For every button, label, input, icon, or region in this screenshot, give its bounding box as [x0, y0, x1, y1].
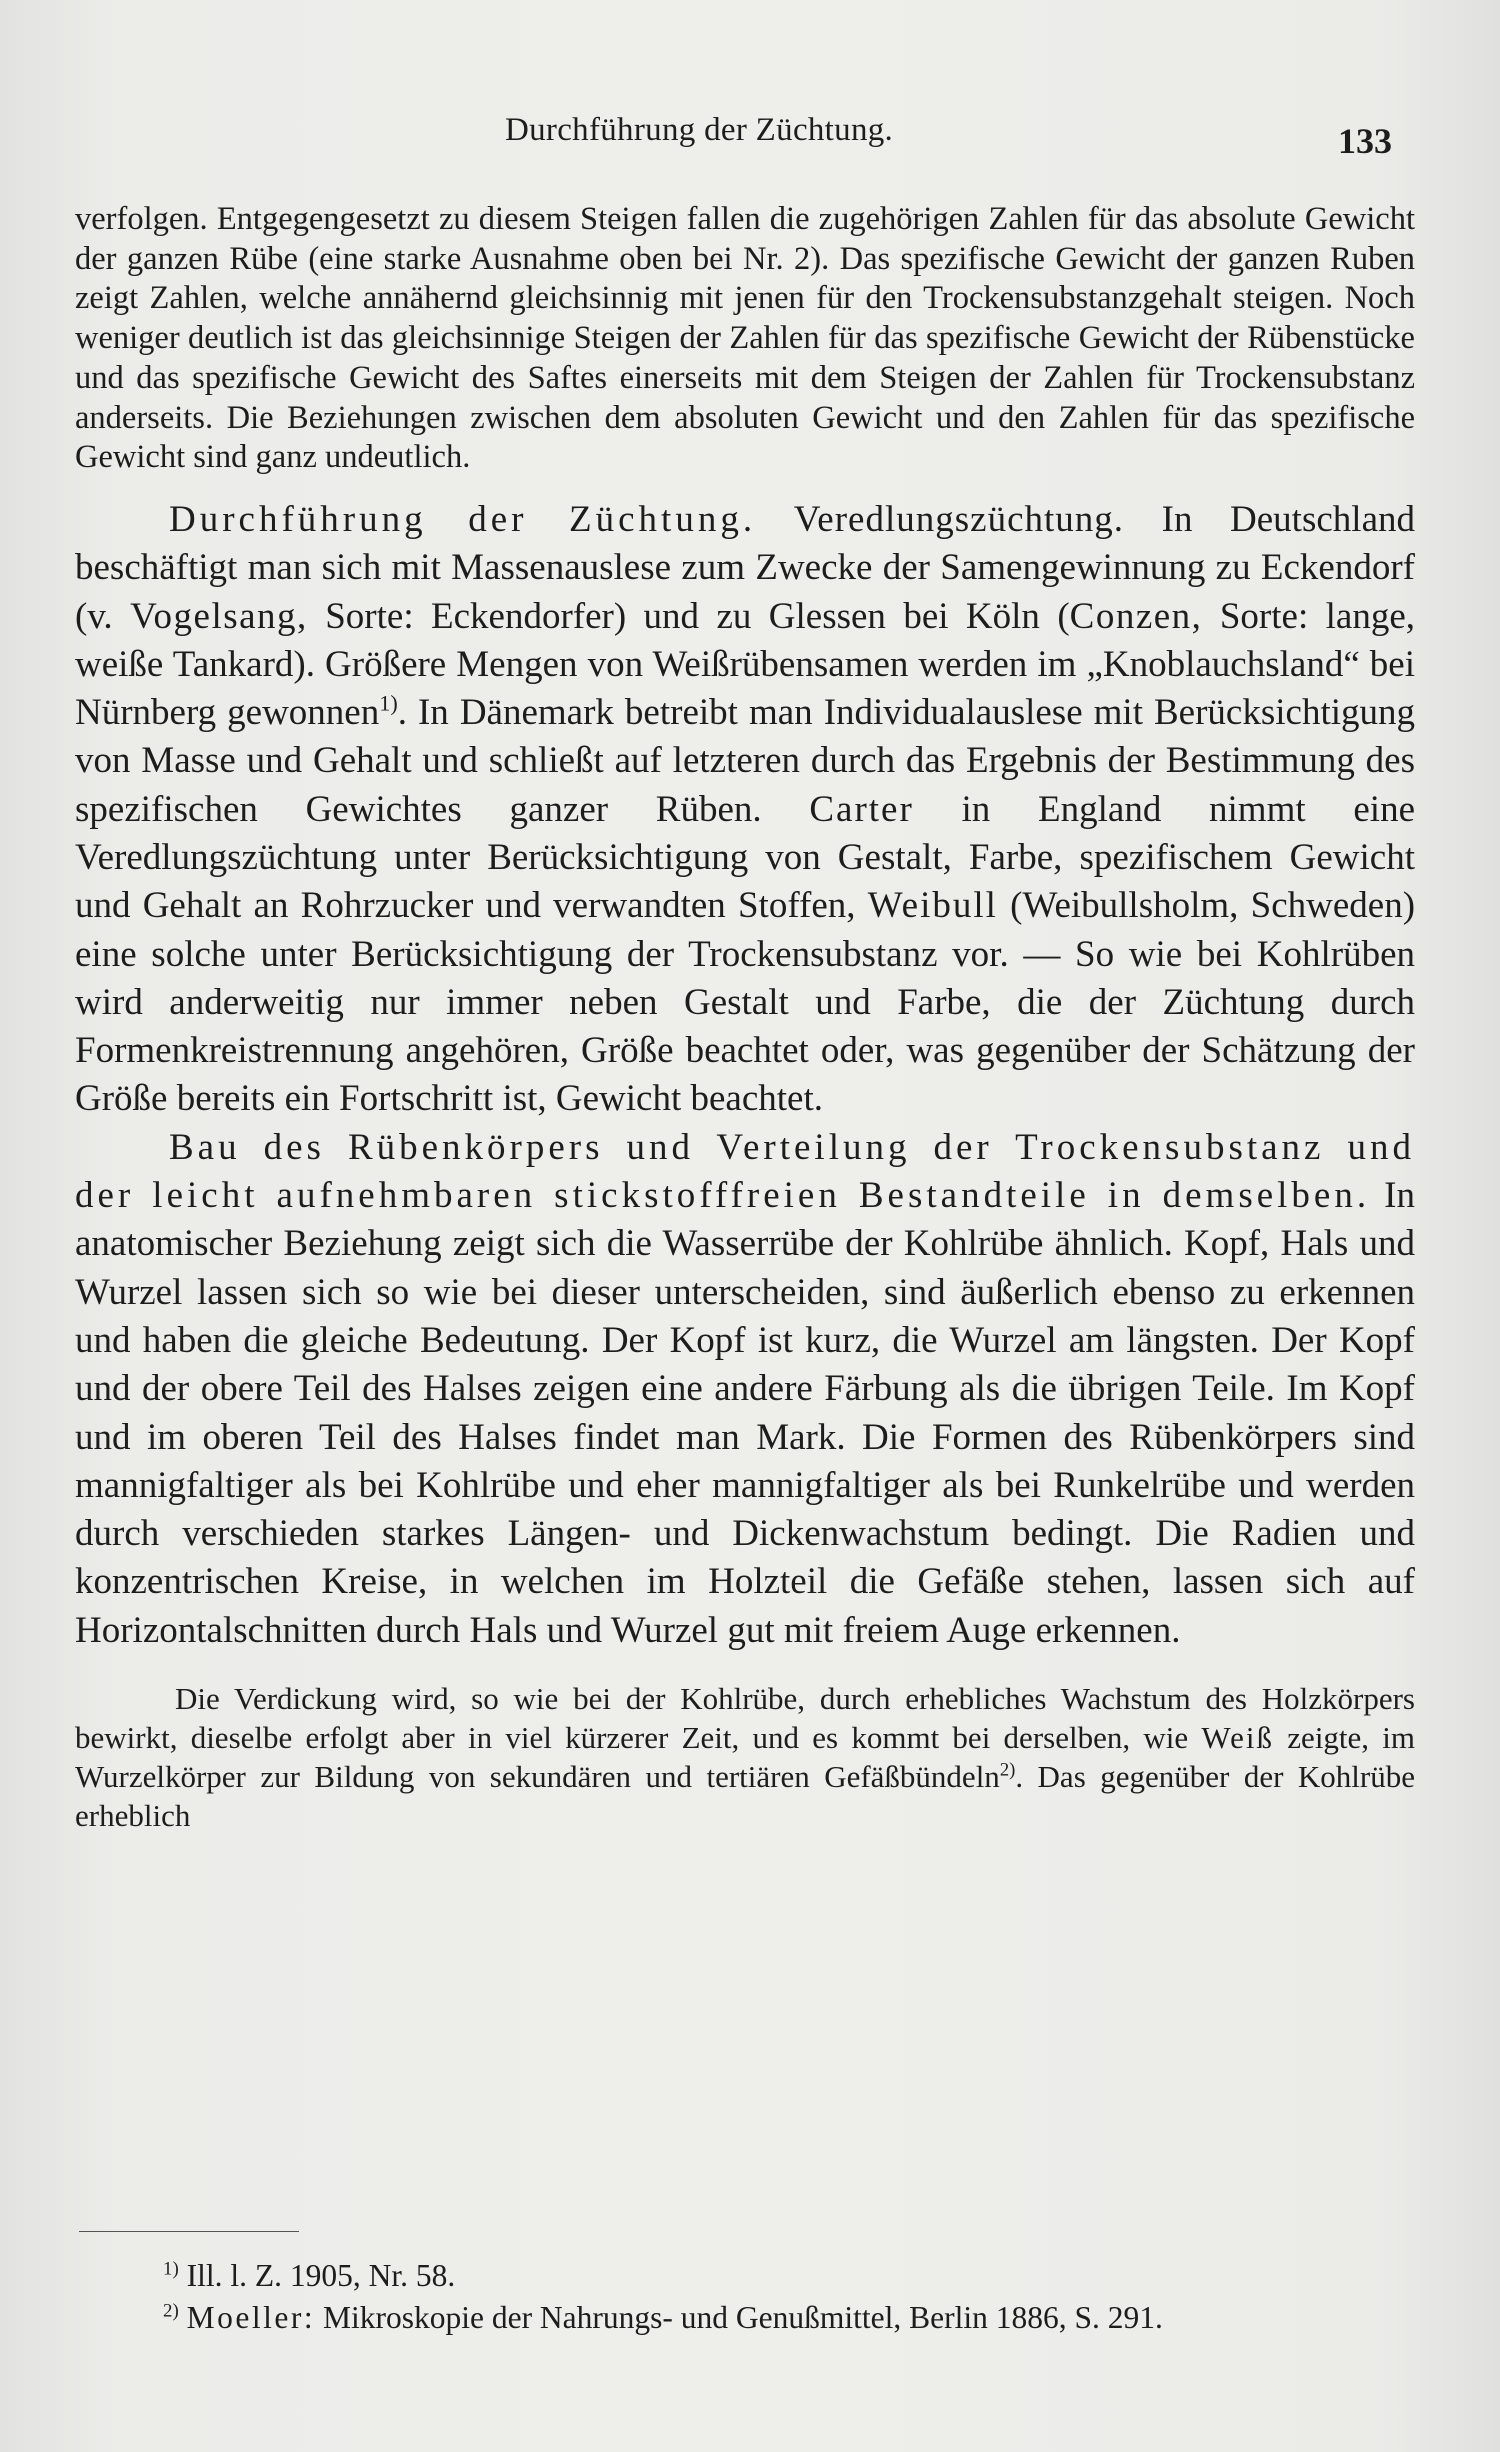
section-heading: Bau des Rübenkörpers und Verteilung der Trockensubstanz und der leicht aufnehmbaren stickstofffreien Bestandteile in demselben.: [75, 1126, 1415, 1217]
person-name: Weiß: [1201, 1720, 1275, 1756]
small-paragraph: [75, 1679, 1415, 1835]
section-text: in England nimmt eine Veredlungszüchtung unter Berücksichtigung von Gestalt, Farbe, spezifischem Gewicht und Gehalt an Rohrzucker und verwandten Stoffen,: [75, 788, 1415, 927]
section-subheading: Veredlungszüchtung.: [793, 498, 1125, 540]
footnote-2: [163, 2297, 1423, 2339]
section-text: (Weibullsholm, Schweden) eine solche unter Berücksichtigung der Trockensubstanz vor. — So wie bei Kohlrüben wird anderweitig nur immer neben Gestalt und Farbe, die der Züchtung durch Formenkreistrennung angehören, Größe beachtet oder, was gegenüber der Schätzung der Größe bereits ein Fortschritt ist, Gewicht beachtet.: [75, 885, 1416, 1120]
section-rubenkoerper: [75, 1124, 1415, 1655]
section-text: Sorte: lange, weiße Tankard). Größere Mengen von Weißrübensamen werden im „Knoblauchsland“ bei Nürnberg gewonnen: [75, 595, 1416, 734]
person-name: Weibull: [867, 885, 998, 927]
footnote-text: Ill. l. Z. 1905, Nr. 58.: [186, 2258, 456, 2293]
footnote-reference: 1): [379, 690, 398, 716]
person-name: Conzen,: [1069, 595, 1203, 637]
intro-paragraph: [75, 200, 1415, 478]
section-text: In anatomischer Beziehung zeigt sich die Wasserrübe der Kohlrübe ähnlich. Kopf, Hals und Wurzel lassen sich so wie bei dieser unterscheiden, sind äußerlich ebenso zu erkennen und haben die gleiche Bedeutung. Der Kopf ist kurz, die Wurzel am längsten. Der Kopf und der obere Teil des Halses zeigen eine andere Färbung als die übrigen Teile. Im Kopf und im oberen Teil des Halses findet man Mark. Die Formen des Rübenkörpers sind mannigfaltiger als bei Kohlrübe und eher mannigfaltiger als bei Runkelrübe und werden durch verschieden starkes Längen- und Dickenwachstum bedingt. Die Radien und konzentrischen Kreise, in welchen im Holzteil die Gefäße stehen, lassen sich auf Horizontalschnitten durch Hals und Wurzel gut mit freiem Auge erkennen.: [75, 1175, 1415, 1651]
page-number: 133: [1338, 121, 1392, 161]
footnote-marker: 2): [163, 2300, 179, 2322]
main-text-block: [75, 200, 1415, 1835]
footnote-author: Moeller:: [186, 2300, 316, 2335]
small-paragraph-text: Die Verdickung wird, so wie bei der Kohlrübe, durch erhebliches Wachstum des Holzkörpers bewirkt, dieselbe erfolgt aber in viel kürzerer Zeit, und es kommt bei derselben, wie: [75, 1681, 1415, 1756]
small-paragraph-text: . Das gegenüber der Kohlrübe erheblich: [75, 1759, 1415, 1834]
running-header: [0, 112, 1500, 172]
footnote-1: [163, 2255, 1423, 2297]
footnote-marker: 1): [163, 2258, 179, 2280]
intro-paragraph-text: verfolgen. Entgegengesetzt zu diesem Steigen fallen die zugehörigen Zahlen für das absolute Gewicht der ganzen Rübe (eine starke Ausnahme oben bei Nr. 2). Das spezifische Gewicht der ganzen Ruben zeigt Zahlen, welche annähernd gleichsinnig mit jenen für den Trockensubstanzgehalt steigen. Noch weniger deutlich ist das gleichsinnige Steigen der Zahlen für das spezifische Gewicht der Rübenstücke und das spezifische Gewicht des Saftes einerseits mit dem Steigen der Zahlen für Trockensubstanz anderseits. Die Beziehungen zwischen dem absoluten Gewicht und den Zahlen für das spezifische Gewicht sind ganz undeutlich.: [75, 201, 1415, 476]
footnote-text: Mikroskopie der Nahrungs- und Genußmittel, Berlin 1886, S. 291.: [322, 2300, 1163, 2335]
person-name: Vogelsang,: [130, 595, 308, 637]
small-paragraph-text: zeigte, im Wurzelkörper zur Bildung von sekundären und tertiären Gefäßbündeln: [75, 1720, 1416, 1795]
section-heading: Durchführung der Züchtung.: [169, 498, 757, 540]
person-name: Carter: [809, 788, 914, 830]
section-text: Sorte: Eckendorfer) und zu Glessen bei Köln (: [325, 595, 1070, 637]
running-title: Durchführung der Züchtung.: [505, 112, 894, 148]
footnotes: [163, 2255, 1423, 2339]
section-veredlungszuechtung: [75, 496, 1415, 1124]
body-text: [75, 496, 1415, 1655]
section-text: . In Dänemark betreibt man Individualauslese mit Berücksichtigung von Masse und Gehalt und schließt auf letzteren durch das Ergebnis der Bestimmung des spezifischen Gewichtes ganzer Rüben.: [75, 692, 1416, 830]
section-text: In Deutschland beschäftigt man sich mit Massenauslese zum Zwecke der Samengewinnung zu Eckendorf (v.: [75, 498, 1415, 637]
footnote-reference: 2): [999, 1759, 1016, 1781]
footnote-divider: [79, 2231, 299, 2232]
